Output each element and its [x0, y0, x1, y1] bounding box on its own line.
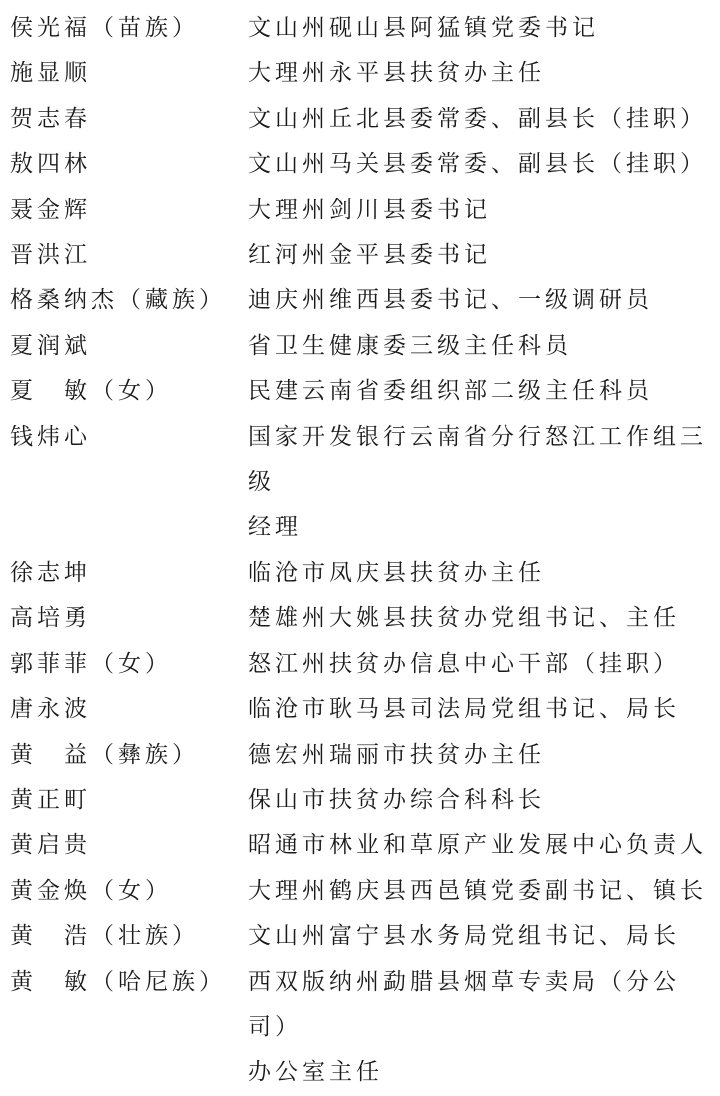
list-item — [0, 733, 720, 778]
list-item — [0, 869, 720, 914]
person-role: 迪庆州维西县委书记、一级调研员 — [248, 287, 653, 314]
person-role: 国家开发银行云南省分行怒江工作组三级 经理 — [248, 423, 707, 541]
person-name: 黄 益（彝族） — [10, 741, 199, 768]
person-role: 红河州金平县委书记 — [248, 242, 491, 269]
person-role: 文山州富宁县水务局党组书记、局长 — [248, 923, 680, 950]
person-role: 大理州剑川县委书记 — [248, 196, 491, 223]
list-item — [0, 778, 720, 823]
list-item — [0, 278, 720, 323]
person-name: 敖四林 — [10, 151, 91, 178]
person-name: 郭菲菲（女） — [10, 650, 172, 677]
person-role: 楚雄州大姚县扶贫办党组书记、主任 — [248, 605, 680, 632]
person-role: 文山州丘北县委常委、副县长（挂职） — [248, 105, 707, 132]
list-item — [0, 596, 720, 641]
person-role: 文山州砚山县阿猛镇党委书记 — [248, 15, 599, 41]
list-item — [0, 687, 720, 732]
list-item — [0, 188, 720, 233]
person-role: 怒江州扶贫办信息中心干部（挂职） — [248, 650, 680, 677]
list-item — [0, 6, 720, 51]
list-item — [0, 960, 720, 1096]
list-item — [0, 369, 720, 414]
person-name: 施显顺 — [10, 60, 91, 87]
list-item — [0, 51, 720, 96]
person-role: 临沧市耿马县司法局党组书记、局长 — [248, 696, 680, 723]
person-role: 德宏州瑞丽市扶贫办主任 — [248, 741, 545, 768]
person-role: 文山州马关县委常委、副县长（挂职） — [248, 151, 707, 178]
list-item — [0, 324, 720, 369]
list-item — [0, 233, 720, 278]
person-name: 晋洪江 — [10, 242, 91, 269]
person-name: 黄 敏（哈尼族） — [10, 968, 226, 995]
person-role: 临沧市凤庆县扶贫办主任 — [248, 559, 545, 586]
person-name: 徐志坤 — [10, 559, 91, 586]
person-name: 唐永波 — [10, 696, 91, 723]
list-item — [0, 914, 720, 959]
list-item — [0, 142, 720, 187]
person-name: 黄 浩（壮族） — [10, 923, 199, 950]
list-item — [0, 97, 720, 142]
list-item — [0, 551, 720, 596]
list-item — [0, 823, 720, 868]
person-role: 省卫生健康委三级主任科员 — [248, 332, 572, 359]
person-name: 夏 敏（女） — [10, 378, 172, 405]
person-role: 民建云南省委组织部二级主任科员 — [248, 378, 653, 405]
person-name: 黄正町 — [10, 786, 91, 813]
person-role: 昭通市林业和草原产业发展中心负责人 — [248, 832, 707, 859]
person-name: 黄金焕（女） — [10, 877, 172, 904]
list-item — [0, 642, 720, 687]
person-role: 保山市扶贫办综合科科长 — [248, 786, 545, 813]
list-item — [0, 415, 720, 551]
person-name: 聂金辉 — [10, 196, 91, 223]
person-name: 黄启贵 — [10, 832, 91, 859]
person-name: 夏润斌 — [10, 332, 91, 359]
person-role: 大理州永平县扶贫办主任 — [248, 60, 545, 87]
person-name: 侯光福（苗族） — [10, 15, 199, 41]
person-name: 钱炜心 — [10, 423, 91, 450]
person-name: 格桑纳杰（藏族） — [10, 287, 226, 314]
person-name: 高培勇 — [10, 605, 91, 632]
person-name: 贺志春 — [10, 105, 91, 132]
person-role: 西双版纳州勐腊县烟草专卖局（分公司） 办公室主任 — [248, 968, 680, 1086]
person-role: 大理州鹤庆县西邑镇党委副书记、镇长 — [248, 877, 707, 904]
